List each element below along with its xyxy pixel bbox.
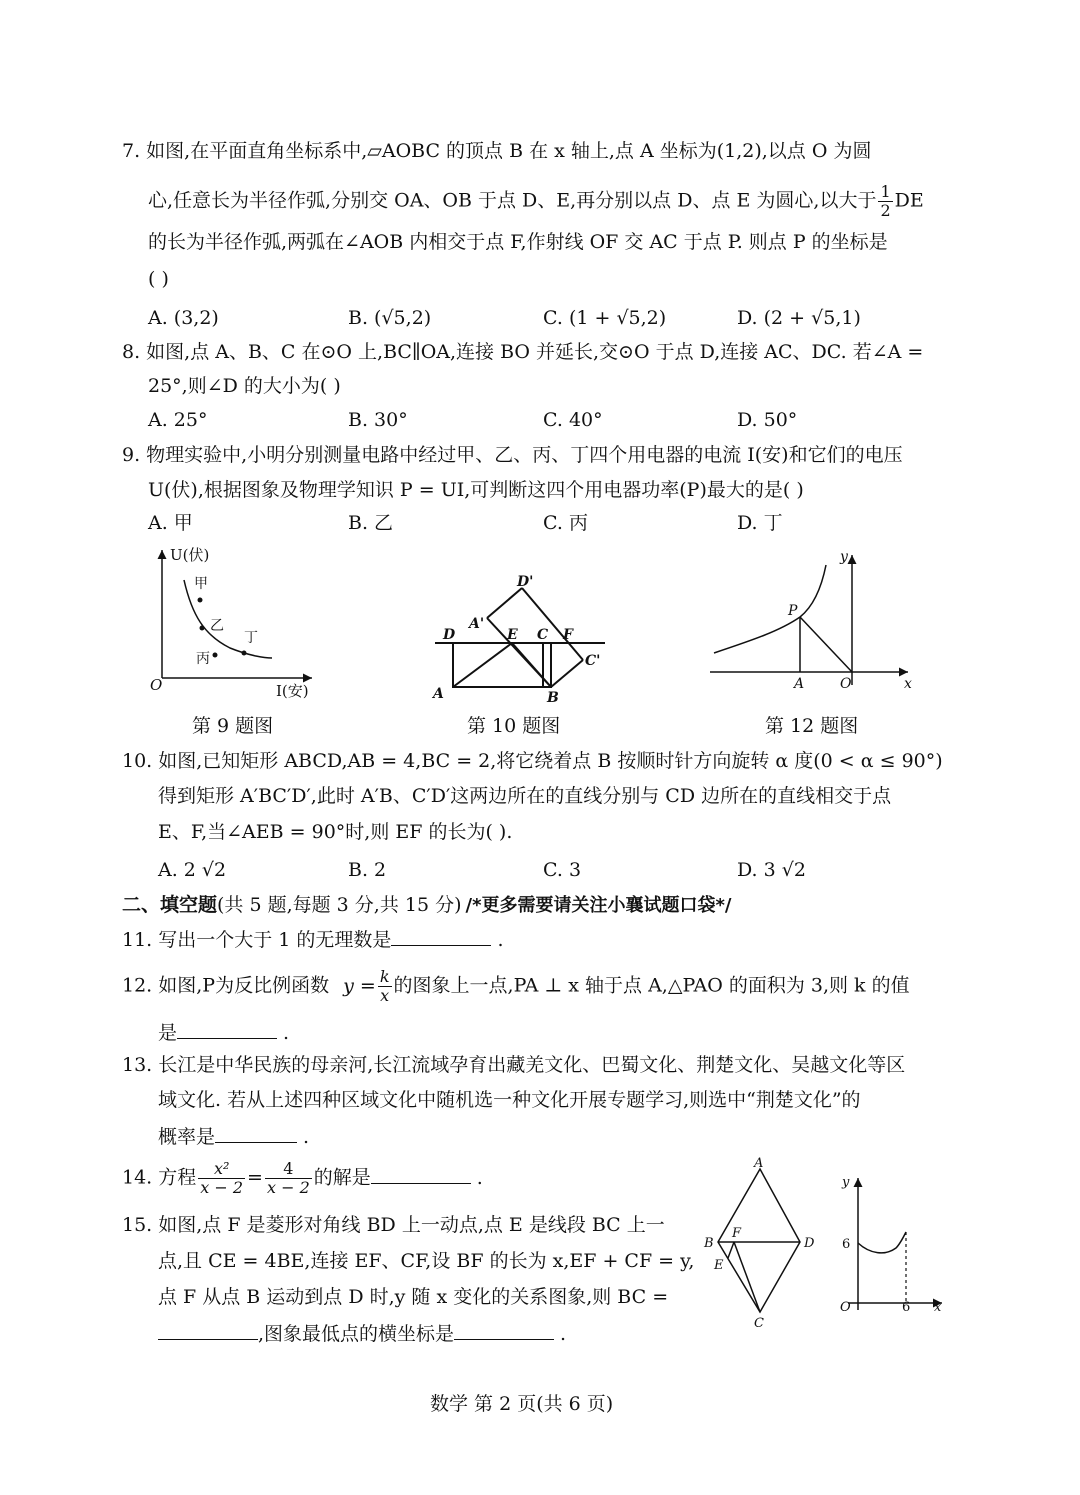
figure-9 <box>140 540 320 710</box>
q13-answer-blank[interactable] <box>215 1124 297 1143</box>
q14-end: . <box>476 1166 483 1189</box>
fig9-point-jia <box>198 598 203 603</box>
q12-line-2 <box>158 1020 289 1045</box>
fig9-point-ding <box>242 651 247 656</box>
fig12-po <box>800 617 852 672</box>
fig10-d-prime-c-prime <box>522 588 583 660</box>
fig10-c-prime-b <box>551 660 583 687</box>
fig12-caption: 第 12 题图 <box>765 715 859 737</box>
fig9-origin: O <box>150 676 163 694</box>
q14-answer-blank[interactable] <box>371 1165 471 1184</box>
fig12-label-x: x <box>904 676 912 692</box>
q7-line-2-end: DE <box>894 189 924 212</box>
q14-frac2-den: x − 2 <box>266 1178 310 1197</box>
q10-option-d: D. 3 √2 <box>737 859 806 881</box>
q7-line-4: ( ) <box>148 268 169 290</box>
figure-12 <box>700 545 920 695</box>
q9-option-c: C. 丙 <box>543 512 588 534</box>
q15-end: . <box>560 1323 567 1345</box>
fig15-label-c: C <box>754 1316 764 1330</box>
fig9-label-yi: 乙 <box>210 618 224 634</box>
q12-line-2-text: 是 <box>158 1022 178 1044</box>
q15-line-3: 点 F 从点 B 运动到点 D 时,y 随 x 变化的关系图象,则 BC = <box>158 1286 669 1308</box>
fig15-segment-ef <box>728 1242 734 1258</box>
q10-option-c: C. 3 <box>543 859 582 881</box>
q13-line-3-text: 概率是 <box>158 1126 216 1148</box>
section-2-title: 二、填空题 <box>122 894 218 916</box>
q14-frac1-den: x − 2 <box>200 1178 244 1197</box>
q12-k-over-x <box>378 968 392 1005</box>
q8-line-2: 25°,则∠D 的大小为( ) <box>148 375 341 397</box>
figure-15-rhombus <box>700 1155 825 1330</box>
fig15-graph-label-y: y <box>842 1175 850 1190</box>
q7-option-c: C. (1 + √5,2) <box>543 307 667 329</box>
q10-line-1: 10. 如图,已知矩形 ABCD,AB = 4,BC = 2,将它绕着点 B 按顺时针方向旋转 α 度(0 < α ≤ 90°) <box>122 750 943 772</box>
q7-frac-num: 1 <box>880 182 891 201</box>
fig12-curve <box>714 565 826 653</box>
q8-option-d: D. 50° <box>737 409 798 431</box>
fig15-rhombus-shape <box>718 1169 800 1312</box>
q15-blank-min-x[interactable] <box>454 1321 554 1340</box>
q8-option-a: A. 25° <box>148 409 208 431</box>
q14-suffix: 的解是 <box>313 1166 371 1189</box>
section-2-detail: (共 5 题,每题 3 分,共 15 分) <box>217 894 462 916</box>
q7-line-2-text: 心,任意长为半径作弧,分别交 OA、OB 于点 D、E,再分别以点 D、点 E 为圆心,以大于 <box>148 189 877 212</box>
q12-text-b: 的图象上一点,PA ⊥ x 轴于点 A,△PAO 的面积为 3,则 k 的值 <box>393 974 910 997</box>
q15-line-4-text: ,图象最低点的横坐标是 <box>258 1323 455 1345</box>
section-2-heading <box>122 893 732 918</box>
q12-end: . <box>283 1022 290 1044</box>
q14-frac1-num: x² <box>198 1160 245 1179</box>
q14-line <box>122 1160 483 1197</box>
q13-line-3 <box>158 1124 309 1149</box>
fig10-label-b: B <box>547 690 559 705</box>
figure-10 <box>425 570 610 705</box>
fig15-label-f: F <box>732 1226 742 1241</box>
q7-line-2 <box>148 183 924 220</box>
fig10-label-e: E <box>507 627 518 643</box>
q15-line-2: 点,且 CE = 4BE,连接 EF、CF,设 BF 的长为 x,EF + CF = y, <box>158 1250 695 1272</box>
q12-text-a: 12. 如图,P为反比例函数 <box>122 974 330 997</box>
fig10-caption: 第 10 题图 <box>467 715 561 737</box>
q15-line-1: 15. 如图,点 F 是菱形对角线 BD 上一动点,点 E 是线段 BC 上一 <box>122 1214 665 1236</box>
fig15-label-a: A <box>754 1156 764 1171</box>
fig9-caption: 第 9 题图 <box>192 715 274 737</box>
fig12-label-a: A <box>794 676 805 692</box>
q13-line-1: 13. 长江是中华民族的母亲河,长江流域孕育出藏羌文化、巴蜀文化、荆楚文化、吴越文化等区 <box>122 1054 906 1076</box>
q7-option-b: B. (√5,2) <box>348 307 432 329</box>
fig10-a-prime-d-prime <box>487 588 522 618</box>
q12-answer-blank[interactable] <box>177 1020 277 1039</box>
fig10-label-f: F <box>563 627 573 643</box>
fig15-label-b: B <box>704 1236 714 1251</box>
q8-option-b: B. 30° <box>348 409 408 431</box>
fig10-label-cprime: C' <box>585 653 601 669</box>
q7-half-fraction <box>878 183 892 220</box>
q14-frac2-num: 4 <box>265 1160 312 1179</box>
q10-option-b: B. 2 <box>348 859 387 881</box>
fig12-label-o: O <box>840 676 852 692</box>
q11-line <box>122 927 503 952</box>
fig12-label-p: P <box>788 603 798 619</box>
q7-frac-den: 2 <box>880 201 891 220</box>
q10-line-2: 得到矩形 A′BC′D′,此时 A′B、C′D′这两边所在的直线分别与 CD 边所在的直线相交于点 <box>158 785 892 807</box>
fig15-segment-fc <box>734 1242 760 1312</box>
q7-option-d: D. (2 + √5,1) <box>737 307 861 329</box>
q10-line-3: E、F,当∠AEB = 90°时,则 EF 的长为( ). <box>158 821 513 843</box>
fig9-label-bing: 丙 <box>196 651 210 667</box>
section-2-note: /*更多需要请关注小襄试题口袋*/ <box>465 895 732 916</box>
q9-line-2: U(伏),根据图象及物理学知识 P = UI,可判断这四个用电器功率(P)最大的是( ) <box>148 479 804 501</box>
q12-frac-num: k <box>379 967 390 986</box>
q11-end: . <box>497 929 504 951</box>
q8-line-1: 8. 如图,点 A、B、C 在⊙O 上,BC∥OA,连接 BO 并延长,交⊙O 于点 D,连接 AC、DC. 若∠A = <box>122 341 924 363</box>
fig10-label-a: A <box>433 686 444 702</box>
q12-frac-den: x <box>380 986 390 1005</box>
q9-line-1: 9. 物理实验中,小明分别测量电路中经过甲、乙、丙、丁四个用电器的电流 I(安)和它们的电压 <box>122 444 903 466</box>
q12-line-1 <box>122 968 910 1005</box>
fig12-label-y: y <box>840 549 848 565</box>
q12-y: y = <box>343 974 376 997</box>
q7-line-3: 的长为半径作弧,两弧在∠AOB 内相交于点 F,作射线 OF 交 AC 于点 P. 则点 P 的坐标是 <box>148 231 888 253</box>
fig10-label-aprime: A' <box>469 616 485 632</box>
fig10-label-d: D <box>443 627 456 643</box>
fig15-graph-curve <box>858 1232 906 1253</box>
fig15-graph-label-x: x <box>934 1300 942 1315</box>
q7-line-1: 7. 如图,在平面直角坐标系中,▱AOBC 的顶点 B 在 x 轴上,点 A 坐标为(1,2),以点 O 为圆 <box>122 140 872 162</box>
q14-prefix: 14. 方程 <box>122 1166 197 1189</box>
fig15-graph-label-o: O <box>840 1300 851 1315</box>
fig9-label-jia: 甲 <box>194 576 208 592</box>
figure-15-graph <box>830 1170 950 1320</box>
fig9-point-yi <box>200 626 205 631</box>
q9-option-d: D. 丁 <box>737 512 783 534</box>
q7-option-a: A. (3,2) <box>148 307 219 329</box>
q11-text: 11. 写出一个大于 1 的无理数是 <box>122 929 392 951</box>
fig15-graph-label-6x: 6 <box>902 1300 911 1315</box>
q14-eq: = <box>247 1166 263 1189</box>
q8-option-c: C. 40° <box>543 409 603 431</box>
fig10-ab-diag <box>453 643 512 687</box>
fig15-label-e: E <box>714 1258 724 1273</box>
page-footer: 数学 第 2 页(共 6 页) <box>430 1393 614 1415</box>
fig9-ylabel: U(伏) <box>170 546 210 564</box>
q13-end: . <box>303 1126 310 1148</box>
fig15-graph-label-6y: 6 <box>842 1237 851 1252</box>
fig15-label-d: D <box>804 1236 815 1251</box>
q11-answer-blank[interactable] <box>391 927 491 946</box>
q9-option-a: A. 甲 <box>148 512 193 534</box>
fig9-label-ding: 丁 <box>244 630 258 646</box>
q14-fraction-2 <box>265 1160 312 1197</box>
q13-line-2: 域文化. 若从上述四种区域文化中随机选一种文化开展专题学习,则选中“荆楚文化”的 <box>158 1089 861 1111</box>
fig9-xlabel: I(安) <box>276 682 309 700</box>
q10-option-a: A. 2 √2 <box>158 859 227 881</box>
q9-option-b: B. 乙 <box>348 512 394 534</box>
fig10-label-c: C <box>537 627 549 643</box>
fig9-point-bing <box>213 653 218 658</box>
q15-blank-bc[interactable] <box>158 1321 258 1340</box>
q14-fraction-1 <box>198 1160 245 1197</box>
fig10-label-dprime: D' <box>517 574 534 590</box>
q15-line-4 <box>158 1321 566 1346</box>
